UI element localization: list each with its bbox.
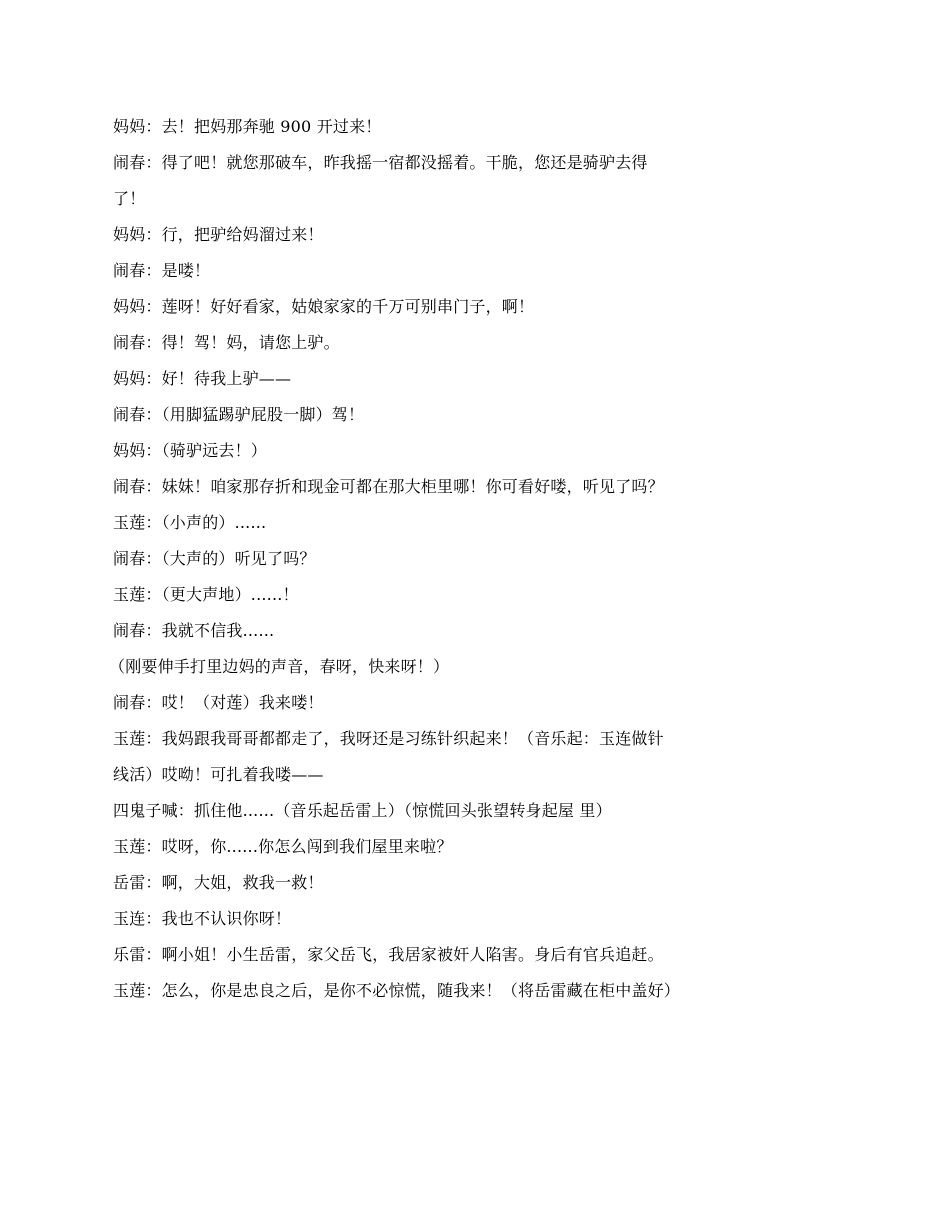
script-line: 玉莲：怎么，你是忠良之后，是你不必惊慌，随我来！（将岳雷藏在柜中盖好） xyxy=(113,981,681,1000)
script-line: 闹春：（大声的）听见了吗？ xyxy=(113,549,316,568)
script-line: 玉莲：我妈跟我哥哥都都走了，我呀还是习练针织起来！（音乐起：玉连做针 xyxy=(113,729,664,748)
script-line: 妈妈：莲呀！好好看家，姑娘家家的千万可别串门子，啊！ xyxy=(113,297,535,316)
script-line: 玉莲：（小声的）...... xyxy=(113,513,267,532)
script-line: 四鬼子喊：抓住他......（音乐起岳雷上）（惊慌回头张望转身起屋 里） xyxy=(113,801,612,820)
script-line: 闹春：得！驾！妈，请您上驴。 xyxy=(113,333,340,352)
script-line: 闹春：妹妹！咱家那存折和现金可都在那大柜里哪！你可看好喽，听见了吗？ xyxy=(113,477,664,496)
script-line: 了！ xyxy=(113,189,146,208)
script-line: 乐雷：啊小姐！小生岳雷，家父岳飞，我居家被奸人陷害。身后有官兵追赶。 xyxy=(113,945,664,964)
script-line: 闹春：得了吧！就您那破车，昨我摇一宿都没摇着。干脆，您还是骑驴去得 xyxy=(113,153,648,172)
script-line: 妈妈：（骑驴远去！） xyxy=(113,441,268,460)
script-line: 闹春：我就不信我...... xyxy=(113,621,275,640)
script-line: 闹春：（用脚猛踢驴屁股一脚）驾！ xyxy=(113,405,365,424)
script-line: 妈妈：好！待我上驴—— xyxy=(113,369,292,388)
script-line: 线活）哎呦！可扎着我喽—— xyxy=(113,765,324,784)
script-line: 妈妈：去！把妈那奔驰 900 开过来！ xyxy=(113,117,382,136)
script-line: 玉莲：（更大声地）......！ xyxy=(113,585,299,604)
script-line: 岳雷：啊，大姐，救我一救！ xyxy=(113,873,324,892)
script-text-block xyxy=(109,109,773,1009)
script-line: 玉莲：哎呀，你......你怎么闯到我们屋里来啦？ xyxy=(113,837,453,856)
script-line: 闹春：哎！（对莲）我来喽！ xyxy=(113,693,324,712)
script-line: 妈妈：行，把驴给妈溜过来！ xyxy=(113,225,324,244)
script-line: 玉连：我也不认识你呀！ xyxy=(113,909,292,928)
script-line: 闹春：是喽！ xyxy=(113,261,211,280)
stage-direction-line: （刚要伸手打里边妈的声音，春呀，快来呀！） xyxy=(109,657,450,676)
